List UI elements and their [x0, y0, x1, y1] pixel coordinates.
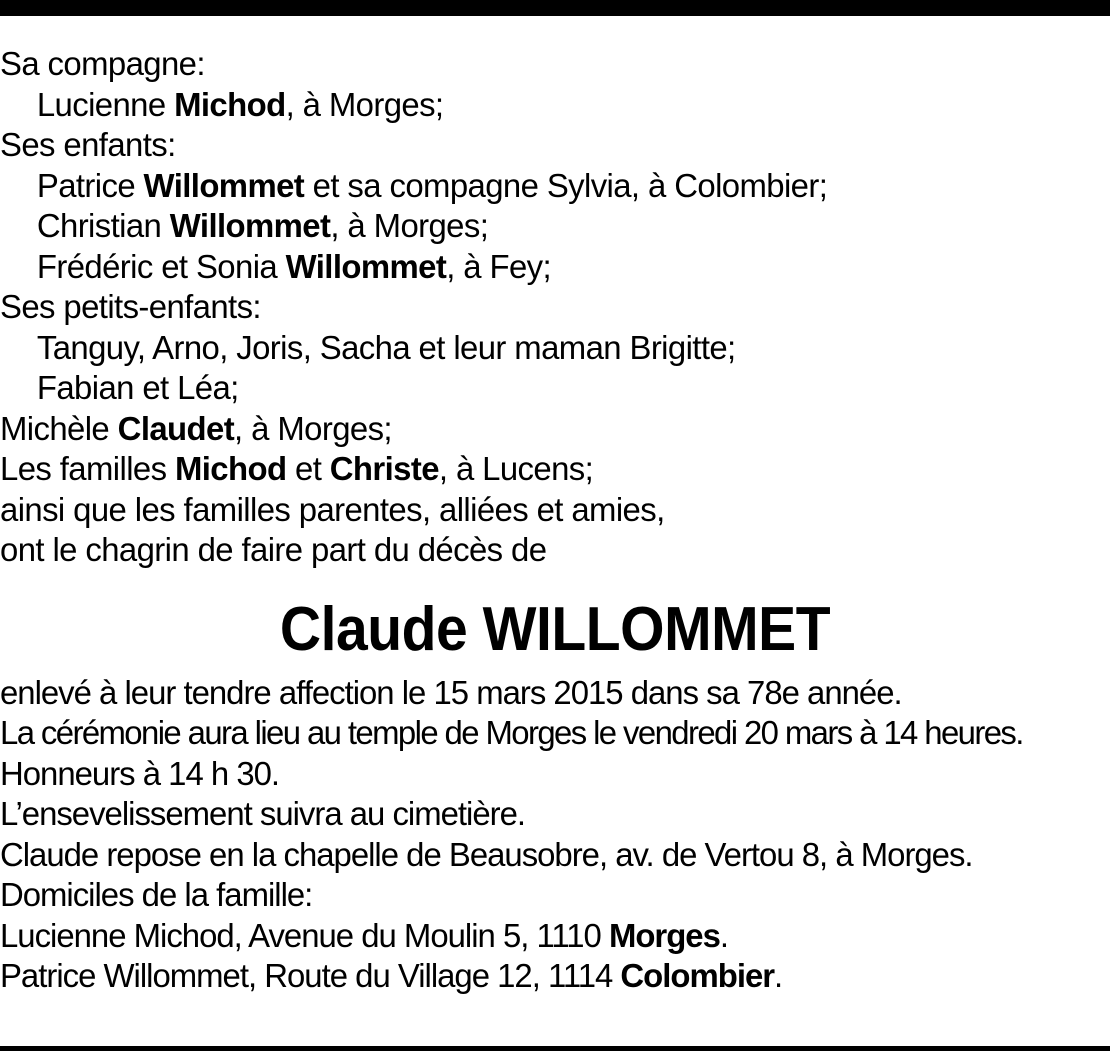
relative-line: Michèle Claudet, à Morges; [0, 409, 392, 447]
relatives-line: ainsi que les familles parentes, alliées et amies, [0, 490, 665, 528]
surname: Michod [174, 450, 287, 487]
child-line: Christian Willommet, à Morges; [36, 207, 489, 244]
announcement-line: ont le chagrin de faire part du décès de [0, 531, 547, 568]
grandchildren-line: Tanguy, Arno, Joris, Sacha et leur maman Brigitte; [36, 328, 736, 366]
bottom-border-rule [0, 1046, 1110, 1051]
death-line: enlevé à leur tendre affection le 15 mars 2015 dans sa 78e année. [0, 673, 902, 711]
surname: Willommet [143, 166, 305, 204]
surname: Claudet [117, 409, 235, 447]
ceremony-line: La cérémonie aura lieu au temple de Morges le vendredi 20 mars à 14 heures. [0, 714, 1023, 751]
family-section [0, 44, 1110, 571]
families-line: Les familles Michod et Christe, à Lucens; [0, 450, 594, 487]
obituary-notice [0, 44, 1110, 997]
city: Colombier [620, 957, 775, 994]
deceased-name: Claude WILLOMMET [279, 594, 831, 664]
domicile-line: Lucienne Michod, Avenue du Moulin 5, 1110 Morges. [0, 916, 729, 954]
surname: Michod [174, 85, 286, 123]
honours-line: Honneurs à 14 h 30. [0, 754, 280, 792]
surname: Christe [329, 450, 439, 487]
child-line: Patrice Willommet et sa compagne Sylvia, à Colombier; [36, 166, 828, 204]
surname: Willommet [285, 247, 447, 285]
grandchildren-line: Fabian et Léa; [36, 369, 239, 406]
details-section [0, 673, 1110, 997]
children-heading: Ses enfants: [0, 126, 176, 163]
companion-line: Lucienne Michod, à Morges; [36, 85, 444, 123]
companion-heading: Sa compagne: [0, 45, 205, 82]
city: Morges [608, 916, 720, 954]
grandchildren-heading: Ses petits-enfants: [0, 288, 261, 325]
domicile-line: Patrice Willommet, Route du Village 12, 1114 Colombier. [0, 957, 783, 994]
rest-place-line: Claude repose en la chapelle de Beausobre, av. de Vertou 8, à Morges. [0, 835, 973, 873]
domiciles-heading: Domiciles de la famille: [0, 876, 313, 913]
surname: Willommet [169, 207, 331, 244]
burial-line: L’ensevelissement suivra au cimetière. [0, 795, 526, 832]
top-border-rule [0, 0, 1110, 16]
child-line: Frédéric et Sonia Willommet, à Fey; [36, 247, 552, 285]
